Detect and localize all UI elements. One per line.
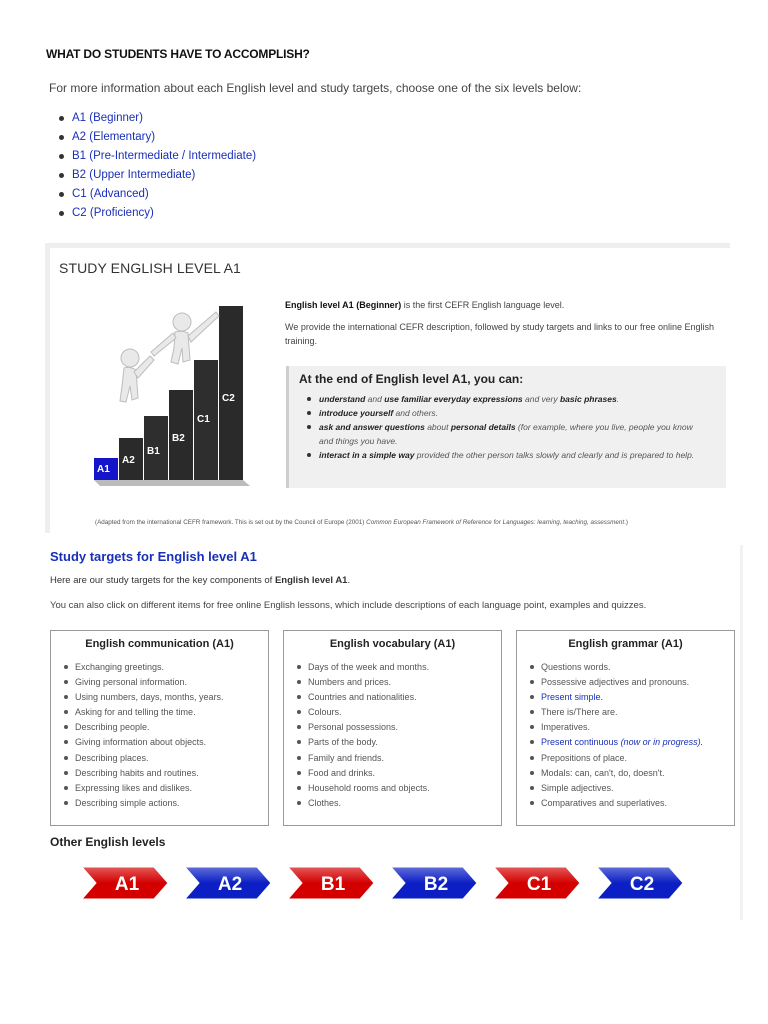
list-item: Asking for and telling the time. [63, 706, 224, 721]
list-item: Giving information about objects. [63, 736, 224, 751]
list-item: Days of the week and months. [296, 661, 430, 676]
list-item: Personal possessions. [296, 721, 430, 736]
stair-label-a1: A1 [97, 464, 110, 475]
intro-text: For more information about each English level and study targets, choose one of the six levels below: [49, 81, 582, 95]
level-arrow-label: A2 [217, 874, 243, 895]
list-item: Modals: can, can't, do, doesn't. [529, 767, 703, 782]
list-item: Comparatives and superlatives. [529, 797, 703, 812]
stair-label-c2: C2 [222, 393, 235, 404]
level-arrow-b2[interactable] [391, 867, 477, 899]
other-levels-nav [82, 865, 692, 901]
panel-para-2: We provide the international CEFR description, followed by study targets and links to our free online English training. [285, 322, 715, 346]
level-a1-label: English level A1 (Beginner) [285, 300, 402, 310]
list-item: Describing people. [63, 721, 224, 736]
can-do-item: ask and answer questions about personal details (for example, where you live, people you know and things you have. [307, 420, 707, 448]
card-title: English vocabulary (A1) [329, 638, 456, 650]
cefr-source-note: (Adapted from the international CEFR framework. This is set out by the Council of Europe (2001) Common European Framework of Reference for Languages: learning, teaching, assessment.) [95, 519, 628, 526]
list-item: Questions words. [529, 661, 703, 676]
level-arrow-label: C1 [526, 874, 552, 895]
list-item: Using numbers, days, months, years. [63, 691, 224, 706]
level-arrow-label: C2 [629, 874, 655, 895]
card-list [529, 661, 703, 812]
list-item: Prepositions of place. [529, 752, 703, 767]
list-item: Describing habits and routines. [63, 767, 224, 782]
panel-description [285, 298, 735, 356]
level-link-list [58, 111, 256, 225]
can-do-item: introduce yourself and others. [307, 406, 707, 420]
card-list [296, 661, 430, 812]
list-item: Food and drinks. [296, 767, 430, 782]
level-arrow-c1[interactable] [494, 867, 580, 899]
level-arrow-c2[interactable] [597, 867, 683, 899]
stair-label-b1: B1 [147, 446, 160, 457]
can-do-box [286, 366, 726, 488]
can-do-list [307, 392, 707, 462]
targets-intro: Here are our study targets for the key components of English level A1. [50, 575, 351, 586]
grammar-link-present-continuous[interactable]: Present continuous (now or in progress). [529, 736, 703, 751]
list-item: Giving personal information. [63, 676, 224, 691]
level-link-b1[interactable]: B1 (Pre-Intermediate / Intermediate) [58, 149, 256, 168]
level-arrow-a1[interactable] [82, 867, 168, 899]
list-item: Colours. [296, 706, 430, 721]
list-item: Countries and nationalities. [296, 691, 430, 706]
panel-para-1-rest: is the first CEFR English language level. [401, 300, 565, 310]
other-levels-title: Other English levels [50, 835, 166, 849]
list-item: Clothes. [296, 797, 430, 812]
level-arrow-label: A1 [114, 874, 140, 895]
list-item: Simple adjectives. [529, 782, 703, 797]
stair-label-b2: B2 [172, 433, 185, 444]
targets-title: Study targets for English level A1 [50, 549, 257, 564]
list-item: Expressing likes and dislikes. [63, 782, 224, 797]
card-grammar [516, 630, 735, 826]
card-title: English communication (A1) [85, 638, 234, 650]
page-heading: WHAT DO STUDENTS HAVE TO ACCOMPLISH? [46, 47, 310, 61]
targets-note: You can also click on different items for free online English lessons, which include descriptions of each language point, examples and quizzes. [50, 600, 647, 611]
level-link-a2[interactable]: A2 (Elementary) [58, 130, 256, 149]
stairs-illustration [90, 298, 290, 488]
list-item: Family and friends. [296, 752, 430, 767]
level-a1-panel [45, 243, 730, 533]
level-link-b2[interactable]: B2 (Upper Intermediate) [58, 168, 256, 187]
list-item: Possessive adjectives and pronouns. [529, 676, 703, 691]
level-arrow-label: B2 [423, 874, 449, 895]
can-do-item: interact in a simple way provided the other person talks slowly and clearly and is prepared to help. [307, 448, 707, 462]
panel-title: STUDY ENGLISH LEVEL A1 [59, 260, 241, 276]
level-arrow-a2[interactable] [185, 867, 271, 899]
can-do-title: At the end of English level A1, you can: [299, 372, 524, 386]
list-item: Parts of the body. [296, 736, 430, 751]
level-link-c1[interactable]: C1 (Advanced) [58, 187, 256, 206]
level-link-c2[interactable]: C2 (Proficiency) [58, 206, 256, 225]
card-vocabulary [283, 630, 502, 826]
level-link-a1[interactable]: A1 (Beginner) [58, 111, 256, 130]
list-item: Describing simple actions. [63, 797, 224, 812]
panel-para-1 [285, 298, 735, 312]
can-do-item: understand and use familiar everyday expressions and very basic phrases. [307, 392, 707, 406]
targets-frame [740, 545, 743, 920]
list-item: There is/There are. [529, 706, 703, 721]
list-item: Describing places. [63, 752, 224, 767]
list-item: Numbers and prices. [296, 676, 430, 691]
level-arrow-b1[interactable] [288, 867, 374, 899]
level-arrow-label: B1 [320, 874, 346, 895]
list-item: Household rooms and objects. [296, 782, 430, 797]
list-item: Imperatives. [529, 721, 703, 736]
card-list [63, 661, 224, 812]
list-item: Exchanging greetings. [63, 661, 224, 676]
stair-label-a2: A2 [122, 455, 135, 466]
card-title: English grammar (A1) [568, 638, 683, 650]
card-communication [50, 630, 269, 826]
stair-label-c1: C1 [197, 414, 210, 425]
grammar-link-present-simple[interactable]: Present simple. [529, 691, 703, 706]
